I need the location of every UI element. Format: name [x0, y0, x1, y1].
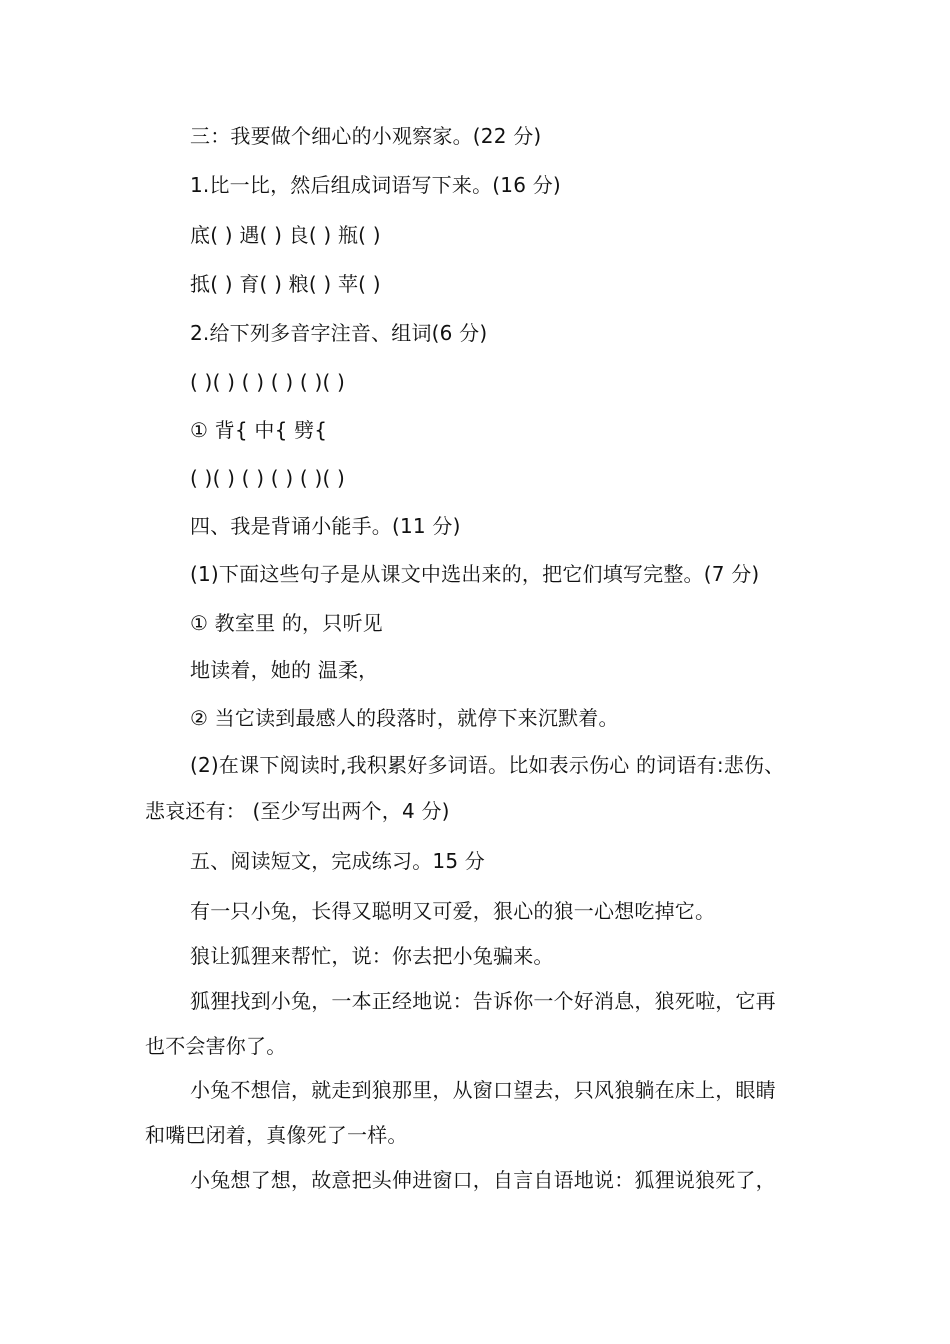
recite-question-2-continued: 悲哀还有： (至少写出两个，4 分) — [145, 799, 450, 823]
story-paragraph-4: 小兔不想信，就走到狼那里，从窗口望去，只风狼躺在床上，眼睛 — [190, 1078, 776, 1102]
polyphone-characters-row: ① 背{ 中{ 劈{ — [190, 418, 328, 442]
recite-question-2: (2)在课下阅读时,我积累好多词语。比如表示伤心 的词语有:悲伤、 — [190, 753, 785, 777]
section-five-heading: 五、阅读短文，完成练习。15 分 — [190, 849, 486, 873]
story-paragraph-1: 有一只小兔，长得又聪明又可爱，狠心的狼一心想吃掉它。 — [190, 899, 716, 923]
section-three-heading: 三：我要做个细心的小观察家。(22 分) — [190, 124, 542, 148]
section-four-heading: 四、我是背诵小能手。(11 分) — [190, 514, 461, 538]
story-paragraph-5: 小兔想了想，故意把头伸进窗口，自言自语地说：狐狸说狼死了， — [190, 1168, 776, 1192]
recite-sentence-2: ② 当它读到最感人的段落时，就停下来沉默着。 — [190, 706, 619, 730]
question-2-prompt: 2.给下列多音字注音、组词(6 分) — [190, 321, 488, 345]
word-compare-row-2: 抵( ) 育( ) 粮( ) 苹( ) — [190, 272, 381, 296]
question-1-prompt: 1.比一比，然后组成词语写下来。(16 分) — [190, 173, 561, 197]
story-paragraph-3-continued: 也不会害你了。 — [145, 1034, 287, 1058]
story-paragraph-3: 狐狸找到小兔，一本正经地说：告诉你一个好消息，狼死啦，它再 — [190, 989, 776, 1013]
recite-sentence-1a: ① 教室里 的，只听见 — [190, 611, 383, 635]
story-paragraph-2: 狼让狐狸来帮忙，说：你去把小兔骗来。 — [190, 944, 554, 968]
word-compare-row-1: 底( ) 遇( ) 良( ) 瓶( ) — [190, 223, 381, 247]
pinyin-blanks-row-2: ( )( ) ( ) ( ) ( )( ) — [190, 466, 346, 490]
pinyin-blanks-row-1: ( )( ) ( ) ( ) ( )( ) — [190, 370, 346, 394]
story-paragraph-4-continued: 和嘴巴闭着，真像死了一样。 — [145, 1123, 408, 1147]
recite-sentence-1b: 地读着，她的 温柔， — [190, 658, 379, 682]
recite-question-1: (1)下面这些句子是从课文中选出来的，把它们填写完整。(7 分) — [190, 562, 760, 586]
